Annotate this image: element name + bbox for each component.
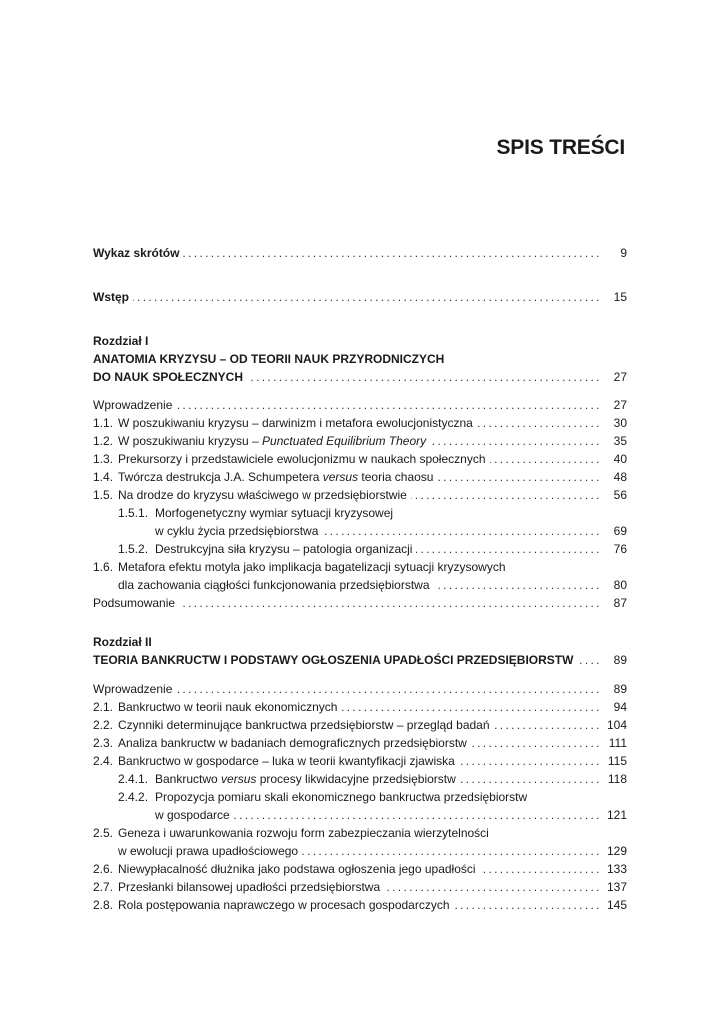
toc-leader-dots bbox=[384, 878, 599, 896]
toc-leader-dots bbox=[577, 651, 599, 669]
toc-entry bbox=[93, 432, 627, 450]
toc-entry bbox=[93, 540, 627, 558]
toc-page-number: 121 bbox=[606, 808, 627, 822]
table-of-contents bbox=[93, 0, 627, 1024]
toc-leader-dots bbox=[477, 414, 599, 432]
toc-page-number: 30 bbox=[613, 416, 627, 430]
toc-page-number: 27 bbox=[613, 370, 627, 384]
toc-entry-number: 2.5. bbox=[93, 826, 114, 840]
toc-entry-title: Geneza i uwarunkowania rozwoju form zabezpieczania wierzytelności bbox=[118, 826, 489, 840]
toc-entry-title: Rola postępowania naprawczego w procesach gospodarczych bbox=[118, 898, 450, 912]
toc-entry bbox=[93, 468, 627, 486]
toc-entry-number: 1.1. bbox=[93, 416, 114, 430]
toc-leader-dots bbox=[322, 522, 599, 540]
toc-page-number: 111 bbox=[608, 736, 627, 750]
toc-entry bbox=[93, 752, 627, 770]
toc-leader-dots bbox=[176, 680, 599, 698]
toc-entry bbox=[93, 824, 627, 842]
toc-entry bbox=[93, 842, 627, 860]
toc-page-number: 27 bbox=[613, 398, 627, 412]
toc-entry-title: Bankructwo w gospodarce – luka w teorii kwantyfikacji zjawiska bbox=[118, 754, 455, 768]
toc-page-number: 133 bbox=[606, 862, 627, 876]
toc-entry-title: Destrukcyjna siła kryzysu – patologia organizacji bbox=[155, 542, 413, 556]
toc-leader-dots bbox=[416, 540, 599, 558]
toc-entry-title: Prekursorzy i przedstawiciele ewolucjonizmu w naukach społecznych bbox=[118, 452, 486, 466]
toc-entry-number: 1.5.2. bbox=[118, 542, 149, 556]
toc-entry bbox=[93, 288, 627, 306]
toc-entry-title: Przesłanki bilansowej upadłości przedsiębiorstwa bbox=[118, 880, 381, 894]
toc-entry bbox=[93, 522, 627, 540]
toc-entry-title: w gospodarce bbox=[155, 808, 230, 822]
toc-entry-number: 2.1. bbox=[93, 700, 114, 714]
toc-leader-dots bbox=[471, 734, 599, 752]
toc-entry-title: w cyklu życia przedsiębiorstwa bbox=[155, 524, 319, 538]
toc-entry-title: Wprowadzenie bbox=[93, 398, 173, 412]
toc-entry-number: 1.4. bbox=[93, 470, 114, 484]
toc-entry-title: Wykaz skrótów bbox=[93, 246, 180, 260]
toc-entry bbox=[93, 414, 627, 432]
toc-leader-dots bbox=[411, 486, 599, 504]
toc-entry-title: Czynniki determinujące bankructwa przedsiębiorstw – przegląd badań bbox=[118, 718, 490, 732]
toc-entry-title: Bankructwo versus procesy likwidacyjne przedsiębiorstw bbox=[155, 772, 456, 786]
toc-leader-dots bbox=[459, 752, 599, 770]
toc-page-number: 76 bbox=[613, 542, 627, 556]
toc-entry bbox=[93, 450, 627, 468]
toc-entry bbox=[93, 698, 627, 716]
toc-entry bbox=[93, 770, 627, 788]
toc-entry-number: 2.8. bbox=[93, 898, 114, 912]
toc-entry-title: w ewolucji prawa upadłościowego bbox=[118, 844, 299, 858]
toc-leader-dots bbox=[341, 698, 599, 716]
toc-entry bbox=[93, 896, 627, 914]
toc-entry-number: 2.7. bbox=[93, 880, 114, 894]
toc-entry bbox=[93, 350, 627, 368]
toc-leader-dots bbox=[234, 806, 599, 824]
toc-page-number: 15 bbox=[613, 290, 627, 304]
toc-entry-title: ANATOMIA KRYZYSU – OD TEORII NAUK PRZYRODNICZYCH bbox=[93, 352, 445, 366]
toc-page-number: 80 bbox=[613, 578, 627, 592]
toc-entry bbox=[93, 576, 627, 594]
toc-entry-number: 1.5.1. bbox=[118, 506, 149, 520]
toc-page-number: 56 bbox=[613, 488, 627, 502]
toc-entry bbox=[93, 368, 627, 386]
toc-entry bbox=[93, 504, 627, 522]
toc-entry-title: Podsumowanie bbox=[93, 596, 176, 610]
toc-entry-title: Morfogenetyczny wymiar sytuacji kryzysowej bbox=[155, 506, 394, 520]
toc-entry-title: Metafora efektu motyla jako implikacja bagatelizacji sytuacji kryzysowych bbox=[118, 560, 506, 574]
toc-page-number: 48 bbox=[613, 470, 627, 484]
toc-page-number: 94 bbox=[613, 700, 627, 714]
toc-entry-number: 2.6. bbox=[93, 862, 114, 876]
toc-entry-title: Rozdział I bbox=[93, 334, 149, 348]
toc-page-number: 115 bbox=[607, 754, 627, 768]
toc-entry-title: DO NAUK SPOŁECZNYCH bbox=[93, 370, 244, 384]
toc-entry bbox=[93, 244, 627, 262]
toc-entry bbox=[93, 788, 627, 806]
toc-leader-dots bbox=[480, 860, 599, 878]
toc-entry-number: 1.6. bbox=[93, 560, 114, 574]
toc-leader-dots bbox=[434, 576, 599, 594]
toc-entry-title: Analiza bankructw w badaniach demograficznych przedsiębiorstw bbox=[118, 736, 467, 750]
toc-entry bbox=[93, 486, 627, 504]
toc-entry-number: 1.3. bbox=[93, 452, 114, 466]
toc-leader-dots bbox=[183, 244, 599, 262]
toc-leader-dots bbox=[176, 396, 599, 414]
toc-entry bbox=[93, 633, 627, 651]
toc-leader-dots bbox=[490, 450, 600, 468]
toc-page-number: 104 bbox=[606, 718, 627, 732]
toc-leader-dots bbox=[437, 468, 599, 486]
toc-entry bbox=[93, 860, 627, 878]
toc-entry-title: Na drodze do kryzysu właściwego w przedsiębiorstwie bbox=[118, 488, 407, 502]
toc-leader-dots bbox=[247, 368, 599, 386]
toc-page-number: 35 bbox=[613, 434, 627, 448]
toc-entry bbox=[93, 878, 627, 896]
page-title: SPIS TREŚCI bbox=[496, 136, 625, 159]
toc-entry-title: dla zachowania ciągłości funkcjonowania przedsiębiorstwa bbox=[118, 578, 430, 592]
toc-entry bbox=[93, 594, 627, 612]
toc-page-number: 87 bbox=[613, 596, 627, 610]
toc-entry bbox=[93, 558, 627, 576]
toc-entry-number: 2.2. bbox=[93, 718, 114, 732]
toc-page-number: 89 bbox=[613, 653, 627, 667]
toc-entry-title: Niewypłacalność dłużnika jako podstawa ogłoszenia jego upadłości bbox=[118, 862, 476, 876]
toc-entry-title: Propozycja pomiaru skali ekonomicznego bankructwa przedsiębiorstw bbox=[155, 790, 528, 804]
toc-entry-number: 2.4.1. bbox=[118, 772, 149, 786]
toc-entry-title: Bankructwo w teorii nauk ekonomicznych bbox=[118, 700, 338, 714]
toc-entry-title: W poszukiwaniu kryzysu – Punctuated Equilibrium Theory bbox=[118, 434, 427, 448]
toc-entry-title: Rozdział II bbox=[93, 635, 152, 649]
toc-leader-dots bbox=[494, 716, 599, 734]
toc-leader-dots bbox=[460, 770, 599, 788]
toc-entry-title: Twórcza destrukcja J.A. Schumpetera versus teoria chaosu bbox=[118, 470, 434, 484]
toc-page-number: 137 bbox=[606, 880, 627, 894]
toc-page-number: 89 bbox=[613, 682, 627, 696]
toc-entry-number: 2.4. bbox=[93, 754, 114, 768]
toc-entry bbox=[93, 806, 627, 824]
toc-entry-title: W poszukiwaniu kryzysu – darwinizm i metafora ewolucjonistyczna bbox=[118, 416, 473, 430]
toc-entry-number: 2.3. bbox=[93, 736, 114, 750]
toc-entry bbox=[93, 332, 627, 350]
toc-entry bbox=[93, 716, 627, 734]
toc-page-number: 129 bbox=[606, 844, 627, 858]
toc-entry-title: TEORIA BANKRUCTW I PODSTAWY OGŁOSZENIA UPADŁOŚCI PRZEDSIĘBIORSTW bbox=[93, 653, 574, 667]
toc-leader-dots bbox=[430, 432, 599, 450]
toc-entry-number: 1.5. bbox=[93, 488, 114, 502]
toc-page-number: 118 bbox=[607, 772, 627, 786]
toc-entry-title: Wstęp bbox=[93, 290, 129, 304]
toc-entry bbox=[93, 651, 627, 669]
toc-page-number: 69 bbox=[613, 524, 627, 538]
toc-leader-dots bbox=[302, 842, 599, 860]
toc-entry bbox=[93, 396, 627, 414]
toc-entry bbox=[93, 680, 627, 698]
toc-page-number: 145 bbox=[606, 898, 627, 912]
toc-entry-number: 2.4.2. bbox=[118, 790, 149, 804]
toc-page-number: 40 bbox=[613, 452, 627, 466]
toc-page-number: 9 bbox=[620, 246, 627, 260]
toc-leader-dots bbox=[454, 896, 599, 914]
toc-entry-number: 1.2. bbox=[93, 434, 114, 448]
toc-leader-dots bbox=[179, 594, 599, 612]
toc-leader-dots bbox=[133, 288, 599, 306]
toc-entry bbox=[93, 734, 627, 752]
toc-entry-title: Wprowadzenie bbox=[93, 682, 173, 696]
